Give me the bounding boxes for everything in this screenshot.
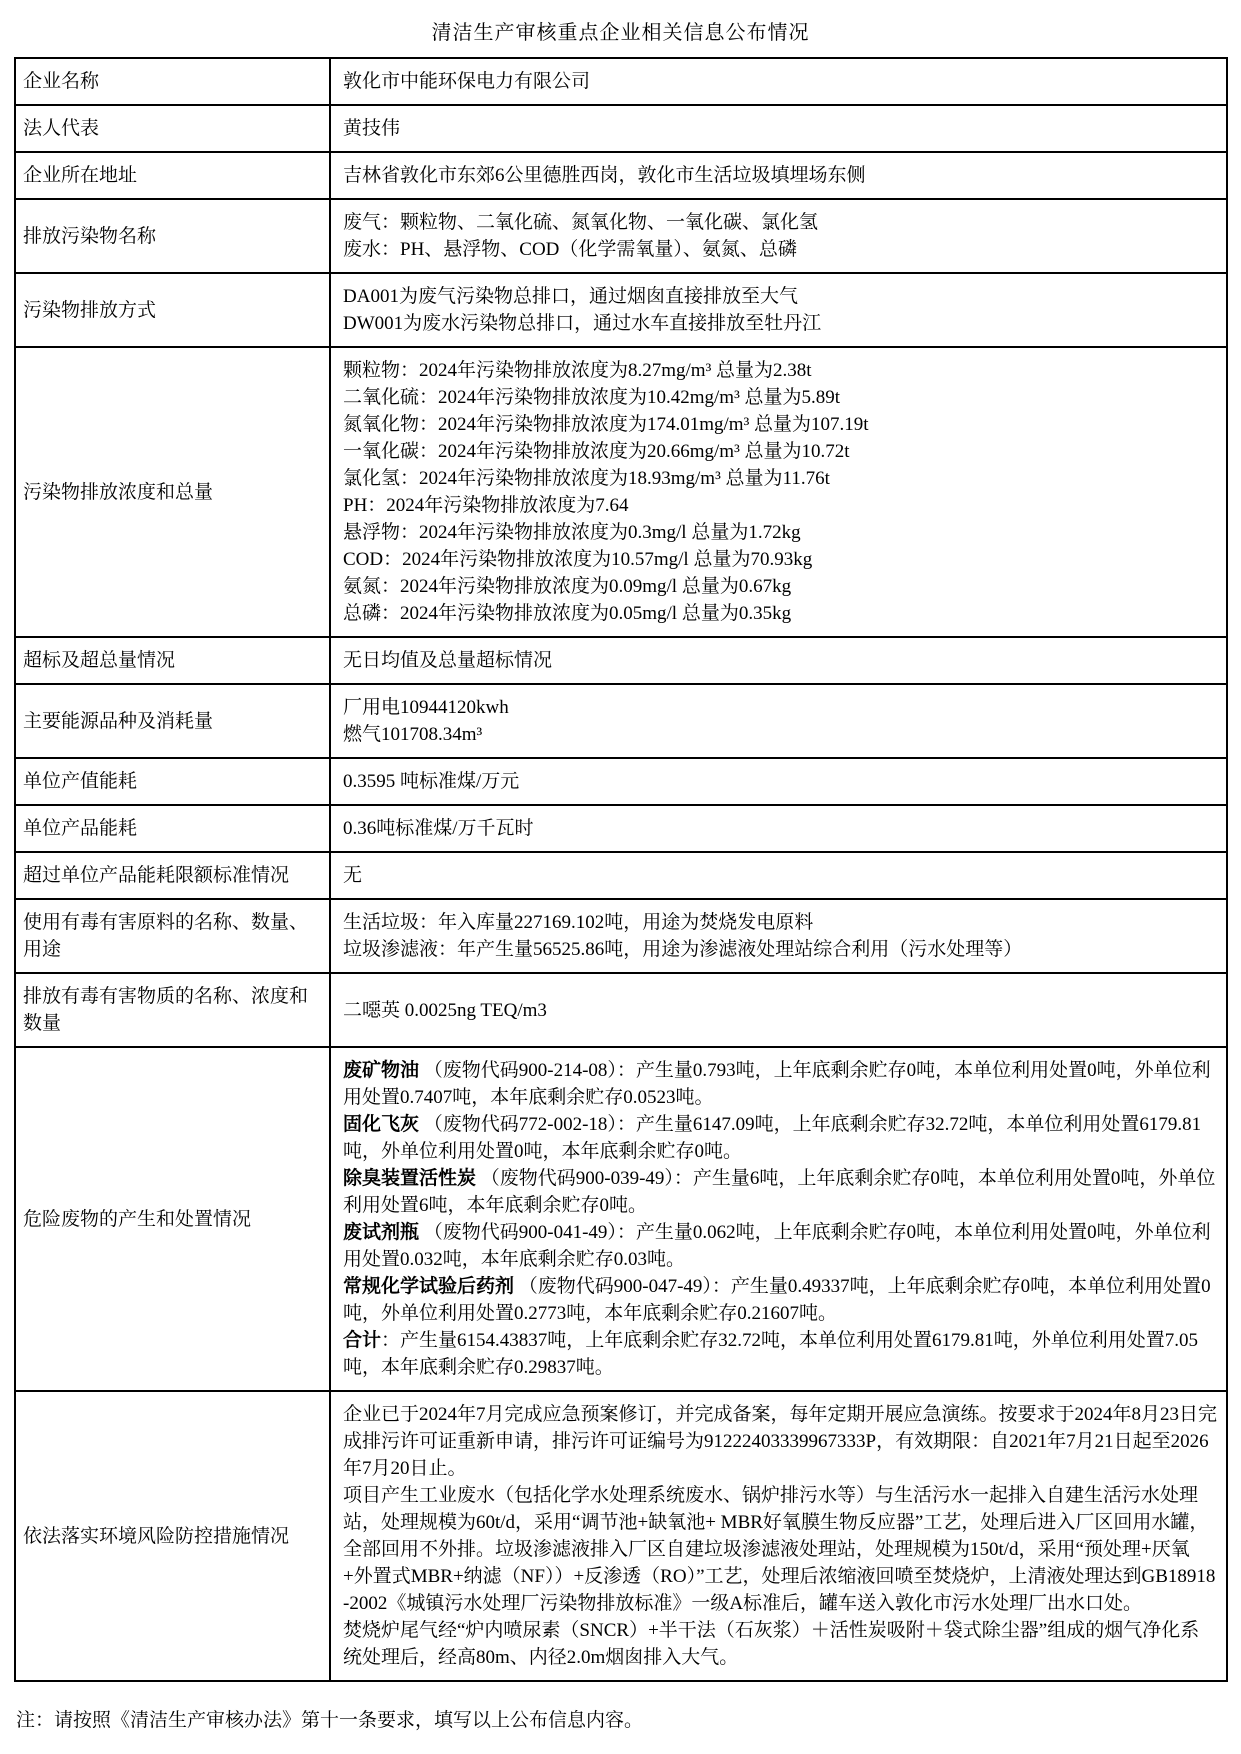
value-line: 垃圾渗滤液：年产生量56525.86吨，用途为渗滤液处理站综合利用（污水处理等） — [343, 939, 1023, 960]
field-value — [330, 105, 1227, 152]
info-table — [14, 57, 1228, 1682]
field-value — [330, 58, 1227, 105]
field-value — [330, 758, 1227, 805]
field-label: 企业名称 — [15, 58, 330, 105]
footer-note: 注：请按照《清洁生产审核办法》第十一条要求，填写以上公布信息内容。 — [16, 1710, 644, 1731]
field-label: 依法落实环境风险防控措施情况 — [15, 1391, 330, 1681]
waste-item-name: 除臭装置活性炭 — [343, 1168, 477, 1189]
value-line: 燃气101708.34m³ — [343, 724, 483, 745]
value-line: 氯化氢：2024年污染物排放浓度为18.93mg/m³ 总量为11.76t — [343, 468, 830, 489]
table-row — [15, 973, 1227, 1047]
table-row — [15, 199, 1227, 273]
field-value — [330, 852, 1227, 899]
field-label: 排放有毒有害物质的名称、浓度和数量 — [15, 973, 330, 1047]
value-line: 废矿物油 （废物代码900-214-08）：产生量0.793吨，上年底剩余贮存0吨，本单位利用处置0吨，外单位利用处置0.7407吨，本年底剩余贮存0.0523吨。 — [343, 1060, 1211, 1108]
table-row — [15, 1391, 1227, 1681]
field-value — [330, 152, 1227, 199]
table-row — [15, 852, 1227, 899]
table-row — [15, 805, 1227, 852]
waste-item-name: 常规化学试验后药剂 — [343, 1276, 515, 1297]
value-line: 一氧化碳：2024年污染物排放浓度为20.66mg/m³ 总量为10.72t — [343, 441, 850, 462]
value-line: 无 — [343, 865, 363, 886]
table-row — [15, 899, 1227, 973]
value-line: 固化飞灰 （废物代码772-002-18）：产生量6147.09吨，上年底剩余贮存32.72吨，本单位利用处置6179.81吨，外单位利用处置0吨，本年底剩余贮存0吨。 — [343, 1114, 1202, 1162]
value-line: 废气：颗粒物、二氧化硫、氮氧化物、一氧化碳、氯化氢 — [343, 212, 819, 233]
waste-item-name: 固化飞灰 — [343, 1114, 420, 1135]
field-value — [330, 1391, 1227, 1681]
info-table-body — [15, 58, 1227, 1681]
table-row — [15, 273, 1227, 347]
table-row — [15, 152, 1227, 199]
field-value — [330, 899, 1227, 973]
value-line: DW001为废水污染物总排口，通过水车直接排放至牡丹江 — [343, 313, 822, 334]
table-row — [15, 1047, 1227, 1391]
value-line: 黄技伟 — [343, 118, 401, 139]
field-label: 污染物排放方式 — [15, 273, 330, 347]
field-value — [330, 273, 1227, 347]
value-line: 吉林省敦化市东郊6公里德胜西岗，敦化市生活垃圾填埋场东侧 — [343, 165, 866, 186]
value-line: DA001为废气污染物总排口，通过烟囱直接排放至大气 — [343, 286, 798, 307]
field-label: 排放污染物名称 — [15, 199, 330, 273]
field-label: 单位产品能耗 — [15, 805, 330, 852]
field-value — [330, 805, 1227, 852]
page-title: 清洁生产审核重点企业相关信息公布情况 — [431, 22, 810, 44]
value-line: 二氧化硫：2024年污染物排放浓度为10.42mg/m³ 总量为5.89t — [343, 387, 841, 408]
field-label: 危险废物的产生和处置情况 — [15, 1047, 330, 1391]
value-line: 无日均值及总量超标情况 — [343, 650, 553, 671]
value-line: 敦化市中能环保电力有限公司 — [343, 71, 591, 92]
waste-item-name: 废试剂瓶 — [343, 1222, 420, 1243]
field-label: 污染物排放浓度和总量 — [15, 347, 330, 637]
waste-item-name: 废矿物油 — [343, 1060, 420, 1081]
field-label: 使用有毒有害原料的名称、数量、用途 — [15, 899, 330, 973]
field-label: 企业所在地址 — [15, 152, 330, 199]
value-line: 总磷：2024年污染物排放浓度为0.05mg/l 总量为0.35kg — [343, 603, 792, 624]
value-line: 厂用电10944120kwh — [343, 697, 509, 718]
value-line: PH：2024年污染物排放浓度为7.64 — [343, 495, 629, 516]
field-value — [330, 199, 1227, 273]
field-value — [330, 684, 1227, 758]
field-label: 法人代表 — [15, 105, 330, 152]
field-value — [330, 637, 1227, 684]
table-row — [15, 684, 1227, 758]
table-row — [15, 58, 1227, 105]
value-line: 企业已于2024年7月完成应急预案修订，并完成备案，每年定期开展应急演练。按要求于2024年8月23日完成排污许可证重新申请，排污许可证编号为91222403339967333P，有效期限：自2021年7月21日起至2026年7月20日止。 — [343, 1404, 1218, 1479]
value-line: 合计：产生量6154.43837吨，上年底剩余贮存32.72吨，本单位利用处置6179.81吨，外单位利用处置7.05吨，本年底剩余贮存0.29837吨。 — [343, 1330, 1199, 1378]
table-row — [15, 637, 1227, 684]
field-label: 超标及超总量情况 — [15, 637, 330, 684]
value-line: 生活垃圾：年入库量227169.102吨，用途为焚烧发电原料 — [343, 912, 814, 933]
value-line: 0.3595 吨标准煤/万元 — [343, 771, 520, 792]
value-line: 氨氮：2024年污染物排放浓度为0.09mg/l 总量为0.67kg — [343, 576, 792, 597]
waste-item-name: 合计 — [343, 1330, 382, 1351]
value-line: 废水：PH、悬浮物、COD（化学需氧量）、氨氮、总磷 — [343, 239, 797, 260]
table-row — [15, 105, 1227, 152]
field-value — [330, 1047, 1227, 1391]
field-label: 超过单位产品能耗限额标准情况 — [15, 852, 330, 899]
value-line: 废试剂瓶 （废物代码900-041-49）：产生量0.062吨，上年底剩余贮存0吨，本单位利用处置0吨，外单位利用处置0.032吨，本年底剩余贮存0.03吨。 — [343, 1222, 1211, 1270]
value-line: 除臭装置活性炭 （废物代码900-039-49）：产生量6吨，上年底剩余贮存0吨，本单位利用处置0吨，外单位利用处置6吨，本年底剩余贮存0吨。 — [343, 1168, 1216, 1216]
value-line: 颗粒物：2024年污染物排放浓度为8.27mg/m³ 总量为2.38t — [343, 360, 812, 381]
field-label: 单位产值能耗 — [15, 758, 330, 805]
table-row — [15, 758, 1227, 805]
value-line: 二噁英 0.0025ng TEQ/m3 — [343, 999, 547, 1021]
field-value — [330, 973, 1227, 1047]
field-value — [330, 347, 1227, 637]
value-line: 氮氧化物：2024年污染物排放浓度为174.01mg/m³ 总量为107.19t — [343, 414, 869, 435]
value-line: 常规化学试验后药剂 （废物代码900-047-49）：产生量0.49337吨，上年底剩余贮存0吨，本单位利用处置0吨，外单位利用处置0.2773吨，本年底剩余贮存0.21607吨。 — [343, 1276, 1211, 1324]
value-line: 焚烧炉尾气经“炉内喷尿素（SNCR）+半干法（石灰浆）＋活性炭吸附＋袋式除尘器”组成的烟气净化系统处理后，经高80m、内径2.0m烟囱排入大气。 — [343, 1620, 1200, 1668]
table-row — [15, 347, 1227, 637]
value-line: 项目产生工业废水（包括化学水处理系统废水、锅炉排污水等）与生活污水一起排入自建生活污水处理站，处理规模为60t/d，采用“调节池+缺氧池+ MBR好氧膜生物反应器”工艺，处理后进入厂区回用水罐，全部回用不外排。垃圾渗滤液排入厂区自建垃圾渗滤液处理站，处理规模为150t/d，采用“预处理+厌氧+外置式MBR+纳滤（NF））+反渗透（RO）”工艺，处理后浓缩液回喷至焚烧炉，上清液处理达到GB18918-2002《城镇污水处理厂污染物排放标准》一级A标准后，罐车送入敦化市污水处理厂出水口处。 — [343, 1485, 1216, 1614]
field-label: 主要能源品种及消耗量 — [15, 684, 330, 758]
value-line: 0.36吨标准煤/万千瓦时 — [343, 818, 534, 839]
value-line: 悬浮物：2024年污染物排放浓度为0.3mg/l 总量为1.72kg — [343, 522, 801, 543]
value-line: COD：2024年污染物排放浓度为10.57mg/l 总量为70.93kg — [343, 549, 813, 570]
